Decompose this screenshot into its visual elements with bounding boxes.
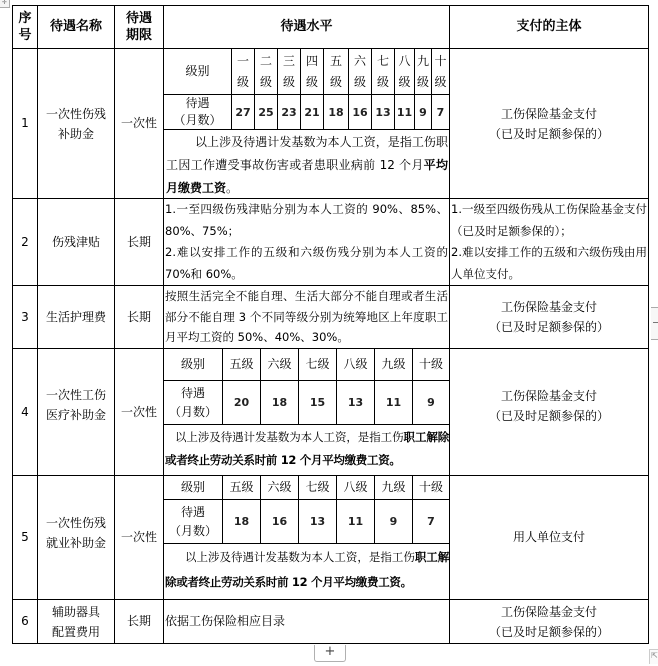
grade-months: 18 bbox=[328, 105, 344, 119]
note-bold-text: 平均月缴费工资 bbox=[166, 158, 448, 195]
inner-divider bbox=[164, 543, 449, 544]
row-index: 5 bbox=[21, 530, 29, 544]
grade-header bbox=[372, 49, 394, 94]
grade-months: 23 bbox=[281, 105, 297, 119]
grade-header: 五级 bbox=[229, 357, 254, 371]
inner-divider bbox=[164, 424, 449, 425]
grade-top: 二 bbox=[259, 53, 272, 68]
grade-bottom: 级 bbox=[353, 74, 366, 89]
row-term: 一次性 bbox=[120, 530, 157, 544]
grade-top: 六 bbox=[353, 53, 366, 68]
payer-line2: （已及时足额参保的） bbox=[488, 126, 609, 141]
row-index: 4 bbox=[21, 404, 29, 419]
row-term: 长期 bbox=[126, 614, 151, 628]
row-note bbox=[166, 131, 448, 200]
level-item-2: 2.难以安排工作的五级和六级伤残分别为本人工资的 70%和 60%。 bbox=[165, 245, 448, 281]
benefit-label-line1: 待遇 bbox=[180, 504, 205, 519]
note-bold-text: 职工解除或者终止劳动关系时前 12 个月平均缴费工资。 bbox=[165, 550, 449, 589]
grade-months: 9 bbox=[427, 396, 435, 409]
table-border-bottom bbox=[12, 643, 649, 644]
row-level-text: 依据工伤保险相应目录 bbox=[165, 614, 286, 628]
grade-header: 九级 bbox=[381, 480, 406, 494]
row-payer-text bbox=[451, 199, 647, 285]
note-text: 以上涉及待遇计发基数为本人工资，是指工伤职工因工作遭受事故伤害或者患职业病前 12 个月 bbox=[166, 135, 448, 172]
payer-line1: 工伤保险基金支付 bbox=[500, 389, 597, 403]
grade-top: 七 bbox=[376, 53, 389, 68]
grade-top: 一 bbox=[236, 53, 249, 68]
row-term: 长期 bbox=[126, 309, 151, 324]
header-term-line2: 期限 bbox=[125, 28, 152, 43]
payer-line1: 工伤保险基金支付 bbox=[500, 300, 597, 314]
note-bold-text: 职工解除或者终止劳动关系时前 12 个月平均缴费工资。 bbox=[165, 430, 449, 467]
grade-months: 9 bbox=[419, 105, 427, 119]
row-payer bbox=[450, 600, 648, 643]
grade-header: 九级 bbox=[381, 357, 406, 371]
grade-months: 18 bbox=[271, 396, 288, 409]
grade-months: 7 bbox=[427, 515, 435, 528]
grade-top: 八 bbox=[398, 53, 411, 68]
grade-bottom: 级 bbox=[434, 74, 447, 89]
row-name-line2: 补助金 bbox=[57, 126, 94, 141]
grade-header bbox=[349, 49, 371, 94]
grade-header bbox=[432, 49, 449, 94]
benefit-label bbox=[164, 500, 222, 543]
header-payer: 支付的主体 bbox=[516, 19, 582, 34]
row-payer: 用人单位支付 bbox=[512, 530, 585, 544]
grade-months: 13 bbox=[309, 515, 326, 528]
grade-header bbox=[278, 49, 300, 94]
row-name-line1: 辅助器具 bbox=[51, 604, 100, 619]
row-name-line1: 一次性工伤 bbox=[45, 388, 106, 402]
header-level: 待遇水平 bbox=[280, 19, 333, 34]
level-item-1: 1.一至四级伤残津贴分别为本人工资的 90%、85%、80%、75%； bbox=[165, 202, 448, 238]
row-name bbox=[38, 349, 114, 475]
row-name-line2: 配置费用 bbox=[51, 624, 100, 639]
grade-months: 27 bbox=[235, 105, 251, 119]
row-payer bbox=[450, 286, 648, 348]
table-move-handle-icon[interactable]: ✛ bbox=[0, 0, 10, 8]
grade-months: 11 bbox=[385, 396, 402, 409]
row-name: 生活护理费 bbox=[45, 309, 106, 324]
grade-bottom: 级 bbox=[259, 74, 272, 89]
grade-months: 18 bbox=[233, 515, 250, 528]
grade-header: 六级 bbox=[267, 480, 292, 494]
header-index bbox=[13, 6, 37, 48]
grade-header: 十级 bbox=[418, 480, 443, 494]
column-resize-handle[interactable] bbox=[651, 307, 658, 340]
payer-line2: （已及时足额参保的） bbox=[488, 409, 609, 423]
note-text: 以上涉及待遇计发基数为本人工资，是指工伤 bbox=[185, 550, 415, 564]
payer-line1: 工伤保险基金支付 bbox=[500, 604, 597, 619]
header-index-line2: 号 bbox=[18, 28, 32, 43]
grade-header: 六级 bbox=[267, 357, 292, 371]
grade-months: 15 bbox=[309, 396, 326, 409]
row-name bbox=[38, 49, 114, 198]
note-end: 。 bbox=[226, 181, 239, 195]
row-term: 一次性 bbox=[120, 116, 157, 130]
grade-top: 九 bbox=[416, 53, 429, 68]
grade-header: 八级 bbox=[343, 357, 368, 371]
benefit-label bbox=[164, 381, 222, 424]
grade-header bbox=[415, 49, 431, 94]
row-index: 3 bbox=[21, 309, 29, 324]
header-index-line1: 序 bbox=[18, 11, 32, 26]
table-border-right bbox=[648, 5, 649, 644]
benefit-label-line1: 待遇 bbox=[185, 96, 210, 110]
grade-header bbox=[232, 49, 254, 94]
grade-label: 级别 bbox=[185, 64, 210, 78]
grade-top: 四 bbox=[305, 53, 318, 68]
grade-header bbox=[395, 49, 414, 94]
row-note bbox=[165, 426, 449, 472]
grade-months: 11 bbox=[347, 515, 364, 528]
payer-line1: 工伤保险基金支付 bbox=[500, 106, 597, 121]
grade-bottom: 级 bbox=[329, 74, 342, 89]
add-row-button[interactable]: + bbox=[314, 645, 346, 662]
row-index: 6 bbox=[21, 614, 29, 628]
row-name: 伤残津贴 bbox=[51, 234, 100, 249]
grade-months: 20 bbox=[233, 396, 250, 409]
grade-header bbox=[324, 49, 348, 94]
benefit-label-line2: （月数） bbox=[168, 404, 217, 419]
grade-label: 级别 bbox=[180, 357, 205, 371]
grade-bottom: 级 bbox=[282, 74, 295, 89]
grade-header: 七级 bbox=[305, 480, 330, 494]
row-payer bbox=[450, 49, 648, 198]
benefit-label bbox=[164, 95, 231, 129]
payer-item-2: 2.难以安排工作的五级和六级伤残由用人单位支付。 bbox=[451, 245, 647, 281]
row-name bbox=[38, 476, 114, 599]
grade-header: 十级 bbox=[418, 357, 443, 371]
grade-months: 7 bbox=[436, 105, 445, 119]
grade-header: 五级 bbox=[229, 480, 254, 494]
resize-corner-icon[interactable]: ⇱ bbox=[649, 649, 658, 664]
row-name bbox=[38, 600, 114, 643]
grade-months: 21 bbox=[304, 105, 320, 119]
header-name: 待遇名称 bbox=[49, 19, 102, 34]
benefit-label-line1: 待遇 bbox=[180, 385, 205, 400]
grade-header bbox=[301, 49, 323, 94]
grade-bottom: 级 bbox=[236, 74, 249, 89]
row-term: 长期 bbox=[126, 234, 151, 249]
grade-top: 十 bbox=[434, 53, 447, 68]
grade-months: 25 bbox=[258, 105, 274, 119]
row-level-text: 按照生活完全不能自理、生活大部分不能自理或者生活部分不能自理 3 个不同等级分别为统筹地区上年度职工月平均工资的 50%、40%、30%。 bbox=[165, 289, 448, 344]
grade-header: 八级 bbox=[343, 480, 368, 494]
row-term: 一次性 bbox=[120, 404, 157, 419]
grade-months: 9 bbox=[389, 515, 398, 528]
grade-months: 16 bbox=[352, 105, 368, 119]
grade-months: 11 bbox=[396, 105, 413, 119]
note-text: 以上涉及待遇计发基数为本人工资，是指工伤 bbox=[175, 430, 404, 444]
row-index: 2 bbox=[21, 234, 29, 249]
header-term-line1: 待遇 bbox=[125, 11, 152, 26]
grade-months: 13 bbox=[375, 105, 391, 119]
row-payer bbox=[450, 349, 648, 475]
minus-icon bbox=[653, 322, 658, 323]
payer-item-1: 1.一级至四级伤残从工伤保险基金支付（已及时足额参保的）； bbox=[451, 202, 647, 238]
row-note bbox=[165, 545, 449, 595]
row-name-line1: 一次性伤残 bbox=[45, 106, 106, 121]
payer-line2: （已及时足额参保的） bbox=[488, 320, 609, 334]
row-name-line2: 医疗补助金 bbox=[45, 408, 106, 422]
payer-line2: （已及时足额参保的） bbox=[488, 624, 609, 639]
row-level-text bbox=[165, 199, 448, 285]
grade-top: 三 bbox=[282, 53, 295, 68]
row-name-line1: 一次性伤残 bbox=[45, 515, 106, 530]
header-term bbox=[115, 6, 163, 48]
grade-header: 七级 bbox=[305, 357, 330, 371]
inner-divider bbox=[164, 129, 449, 130]
grade-bottom: 级 bbox=[376, 74, 389, 89]
row-name-line2: 就业补助金 bbox=[45, 535, 106, 550]
grade-bottom: 级 bbox=[305, 74, 318, 89]
row-index: 1 bbox=[21, 116, 29, 130]
grade-bottom: 级 bbox=[416, 74, 429, 89]
benefit-label-line2: （月数） bbox=[173, 113, 222, 127]
grade-bottom: 级 bbox=[398, 74, 411, 89]
grade-label: 级别 bbox=[180, 480, 205, 494]
grade-months: 16 bbox=[271, 515, 288, 528]
benefit-label-line2: （月数） bbox=[168, 523, 217, 538]
grade-top: 五 bbox=[329, 53, 342, 68]
grade-months: 13 bbox=[347, 396, 364, 409]
grade-header bbox=[255, 49, 277, 94]
